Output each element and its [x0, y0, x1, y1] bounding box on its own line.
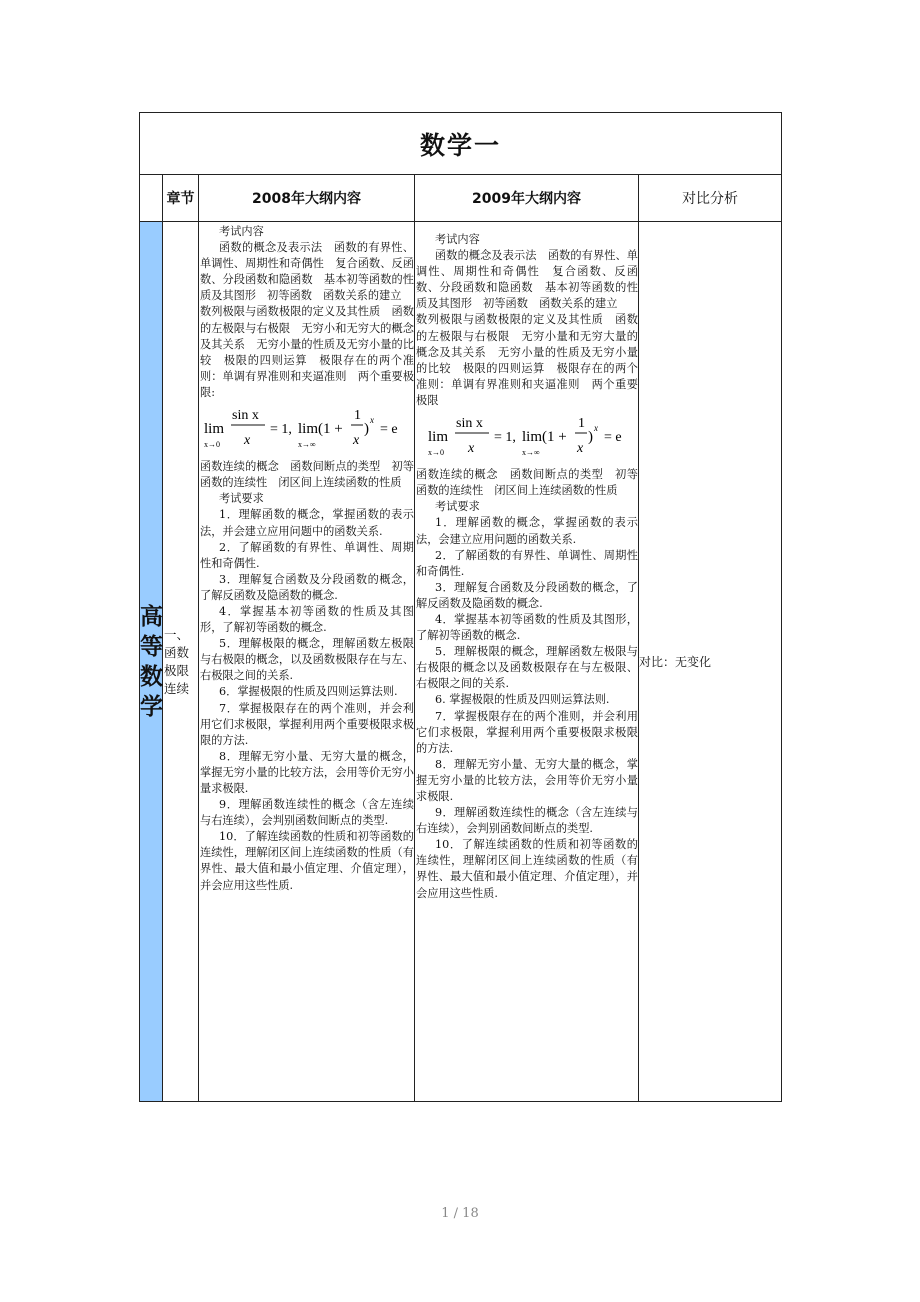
c2008-req-7: 7．掌握极限存在的两个准则，并会利用它们求极限，掌握利用两个重要极限求极限的方法.: [200, 701, 414, 747]
page-number: 1 / 18: [441, 1206, 479, 1221]
chapter-label: 一、函数极限连续: [164, 626, 190, 696]
svg-text:): ): [364, 421, 369, 438]
c2009-req-10: 10．了解连续函数的性质和初等函数的连续性，理解闭区间上连续函数的性质（有界性、最大值和最小值定理、介值定理），并会应用这些性质.: [416, 838, 638, 900]
svg-text:= e: = e: [604, 430, 622, 446]
c2009-req-3: 3．理解复合函数及分段函数的概念，了解反函数及隐函数的概念.: [416, 580, 638, 610]
c2009-req-4: 4．掌握基本初等函数的性质及其图形，了解初等函数的概念.: [416, 612, 638, 643]
document-title: 数学一: [140, 113, 782, 175]
svg-text:sin x: sin x: [232, 408, 259, 424]
subject-label: 高等数学: [140, 603, 163, 720]
limit-formula-2008: [202, 406, 412, 450]
c2009-req-6: 6. 掌握极限的性质及四则运算法则.: [435, 693, 610, 707]
svg-text:x: x: [468, 441, 475, 457]
svg-text:sin x: sin x: [456, 416, 483, 432]
svg-text:lim: lim: [428, 429, 449, 446]
svg-text:lim(1 +: lim(1 +: [298, 421, 343, 438]
svg-text:x→0: x→0: [428, 448, 444, 458]
c2008-req-4: 4．掌握基本初等函数的性质及其图形，了解初等函数的概念.: [200, 604, 414, 635]
svg-text:lim: lim: [204, 421, 225, 438]
c2008-req-10: 10．了解连续函数的性质和初等函数的连续性，理解闭区间上连续函数的性质（有界性、最大值和最小值定理、介值定理），并会应用这些性质.: [200, 830, 414, 892]
svg-text:1: 1: [578, 416, 585, 432]
svg-text:x→0: x→0: [204, 440, 220, 450]
c2009-heading-requirements: 考试要求: [435, 500, 480, 514]
svg-text:lim(1 +: lim(1 +: [522, 429, 567, 446]
svg-text:x→∞: x→∞: [298, 440, 316, 450]
svg-text:1: 1: [354, 408, 361, 424]
chapter-cell: [163, 222, 199, 1102]
c2008-req-2: 2．了解函数的有界性、单调性、周期性和奇偶性.: [200, 540, 414, 570]
svg-text:x: x: [353, 433, 360, 449]
header-chapter: 章节: [163, 175, 199, 222]
c2008-heading-content: 考试内容: [219, 225, 264, 238]
subject-cell: [140, 222, 163, 1102]
c2008-req-1: 1．理解函数的概念，掌握函数的表示法，并会建立应用问题中的函数关系.: [200, 508, 414, 538]
c2009-req-5: 5．理解极限的概念，理解函数左极限与右极限的概念以及函数极限存在与左极限、右极限之间的关系.: [416, 645, 638, 691]
c2008-req-6: 6．掌握极限的性质及四则运算法则.: [219, 685, 398, 699]
header-2009: 2009年大纲内容: [415, 175, 639, 222]
svg-text:= 1,: = 1,: [494, 430, 516, 446]
svg-text:): ): [588, 429, 593, 446]
c2009-heading-content: 考试内容: [435, 233, 480, 246]
c2008-req-9: 9．理解函数连续性的概念（含左连续与右连续），会判别函数间断点的类型.: [200, 798, 414, 828]
c2008-para-functions: 函数的概念及表示法 函数的有界性、单调性、周期性和奇偶性 复合函数、反函数、分段函数和隐函数 基本初等函数的性质及其图形 初等函数 函数关系的建立: [200, 241, 414, 303]
c2009-req-9: 9．理解函数连续性的概念（含左连续与右连续），会判别函数间断点的类型.: [416, 806, 638, 836]
svg-text:x→∞: x→∞: [522, 448, 540, 458]
c2008-para-limits: 数列极限与函数极限的定义及其性质 函数的左极限与右极限 无穷小和无穷大的概念及其关系 无穷小量的性质及无穷小量的比较 极限的四则运算 极限存在的两个准则：单调有界准则和夹逼准则 两个重要极限:: [200, 305, 414, 399]
c2009-para-functions: 函数的概念及表示法 函数的有界性、单调性、周期性和奇偶性 复合函数、反函数、分段函数和隐函数 基本初等函数的性质及其图形 初等函数 函数关系的建立: [416, 249, 638, 311]
svg-text:= 1,: = 1,: [270, 422, 292, 438]
header-blank-cell: [140, 175, 163, 222]
svg-text:x: x: [594, 423, 598, 434]
c2009-para-limits: 数列极限与函数极限的定义及其性质 函数的左极限与右极限 无穷小量和无穷大量的概念及其关系 无穷小量的性质及无穷小量的比较 极限的四则运算 极限存在的两个准则：单调有界准则和夹逼准则 两个重要极限: [416, 313, 638, 407]
svg-text:x: x: [244, 433, 251, 449]
comparison-cell: 对比：无变化: [639, 222, 782, 1102]
c2009-para-continuity: 函数连续的概念 函数间断点的类型 初等函数的连续性 闭区间上连续函数的性质: [416, 468, 638, 498]
c2008-heading-requirements: 考试要求: [219, 492, 264, 506]
c2009-req-7: 7．掌握极限存在的两个准则，并会利用它们求极限，掌握利用两个重要极限求极限的方法.: [416, 709, 638, 755]
c2008-req-5: 5．理解极限的概念，理解函数左极限与右极限的概念，以及函数极限存在与左、右极限之间的关系.: [200, 637, 414, 683]
header-2008: 2008年大纲内容: [199, 175, 415, 222]
syllabus-table: [139, 112, 782, 1102]
content-2008-cell: [199, 222, 415, 1102]
header-compare: 对比分析: [639, 175, 782, 222]
c2009-req-8: 8．理解无穷小量、无穷大量的概念，掌握无穷小量的比较方法，会用等价无穷小量求极限.: [416, 757, 638, 803]
limit-formula-2009: [418, 414, 636, 458]
svg-text:= e: = e: [380, 422, 398, 438]
svg-text:x: x: [370, 415, 374, 426]
c2009-req-2: 2．了解函数的有界性、单调性、周期性和奇偶性.: [416, 548, 638, 578]
c2009-req-1: 1．理解函数的概念，掌握函数的表示法，会建立应用问题的函数关系.: [416, 516, 638, 546]
c2008-req-3: 3．理解复合函数及分段函数的概念，了解反函数及隐函数的概念.: [200, 572, 414, 602]
c2008-req-8: 8．理解无穷小量、无穷大量的概念，掌握无穷小量的比较方法，会用等价无穷小量求极限.: [200, 749, 414, 795]
svg-text:x: x: [577, 441, 584, 457]
content-2009-cell: [415, 222, 639, 1102]
c2008-para-continuity: 函数连续的概念 函数间断点的类型 初等函数的连续性 闭区间上连续函数的性质: [200, 460, 414, 490]
